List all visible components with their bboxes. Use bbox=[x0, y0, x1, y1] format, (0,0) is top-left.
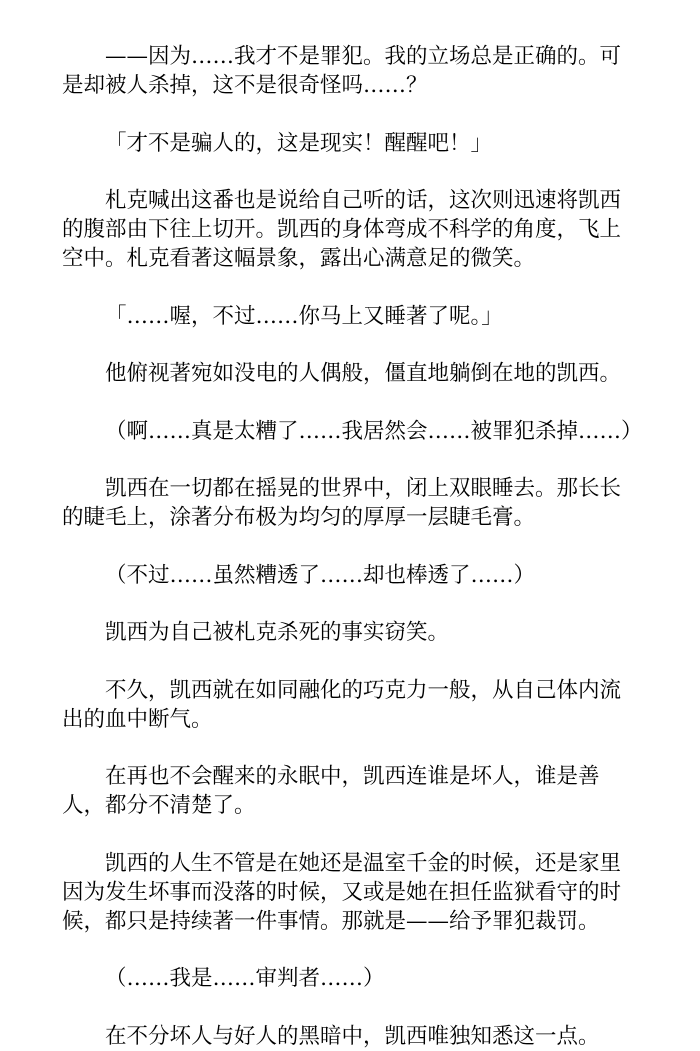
paragraph-13: （……我是……审判者……） bbox=[105, 966, 385, 991]
novel-page bbox=[62, 42, 643, 1051]
paragraph-12: 凯西的人生不管是在她还是温室千金的时候，还是家里因为发生坏事而没落的时候，又或是她在担任监狱看守的时候，都只是持续著一件事情。那就是——给予罪犯裁罚。 bbox=[62, 850, 622, 934]
paragraph-5: 他俯视著宛如没电的人偶般，僵直地躺倒在地的凯西。 bbox=[105, 361, 622, 386]
paragraph-2: 「才不是骗人的，这是现实！醒醒吧！」 bbox=[105, 130, 493, 156]
paragraph-4: 「……喔，不过……你马上又睡著了呢。」 bbox=[105, 303, 503, 329]
paragraph-3: 札克喊出这番也是说给自己听的话，这次则迅速将凯西的腹部由下往上切开。凯西的身体弯成不科学的角度，飞上空中。札克看著这幅景象，露出心满意足的微笑。 bbox=[62, 188, 622, 271]
paragraph-6: （啊……真是太糟了……我居然会……被罪犯杀掉……） bbox=[105, 418, 643, 444]
paragraph-7: 凯西在一切都在摇晃的世界中，闭上双眼睡去。那长长的睫毛上，涂著分布极为均匀的厚厚一层睫毛膏。 bbox=[62, 476, 622, 530]
paragraph-11: 在再也不会醒来的永眠中，凯西连谁是坏人，谁是善人，都分不清楚了。 bbox=[62, 764, 600, 818]
paragraph-1: ——因为……我才不是罪犯。我的立场总是正确的。可是却被人杀掉，这不是很奇怪吗……？ bbox=[62, 44, 622, 98]
paragraph-9: 凯西为自己被札克杀死的事实窃笑。 bbox=[105, 620, 450, 645]
paragraph-8: （不过……虽然糟透了……却也棒透了……） bbox=[105, 562, 536, 588]
paragraph-10: 不久，凯西就在如同融化的巧克力一般，从自己体内流出的血中断气。 bbox=[62, 677, 622, 732]
paragraph-14: 在不分坏人与好人的黑暗中，凯西唯独知悉这一点。 bbox=[105, 1023, 600, 1049]
